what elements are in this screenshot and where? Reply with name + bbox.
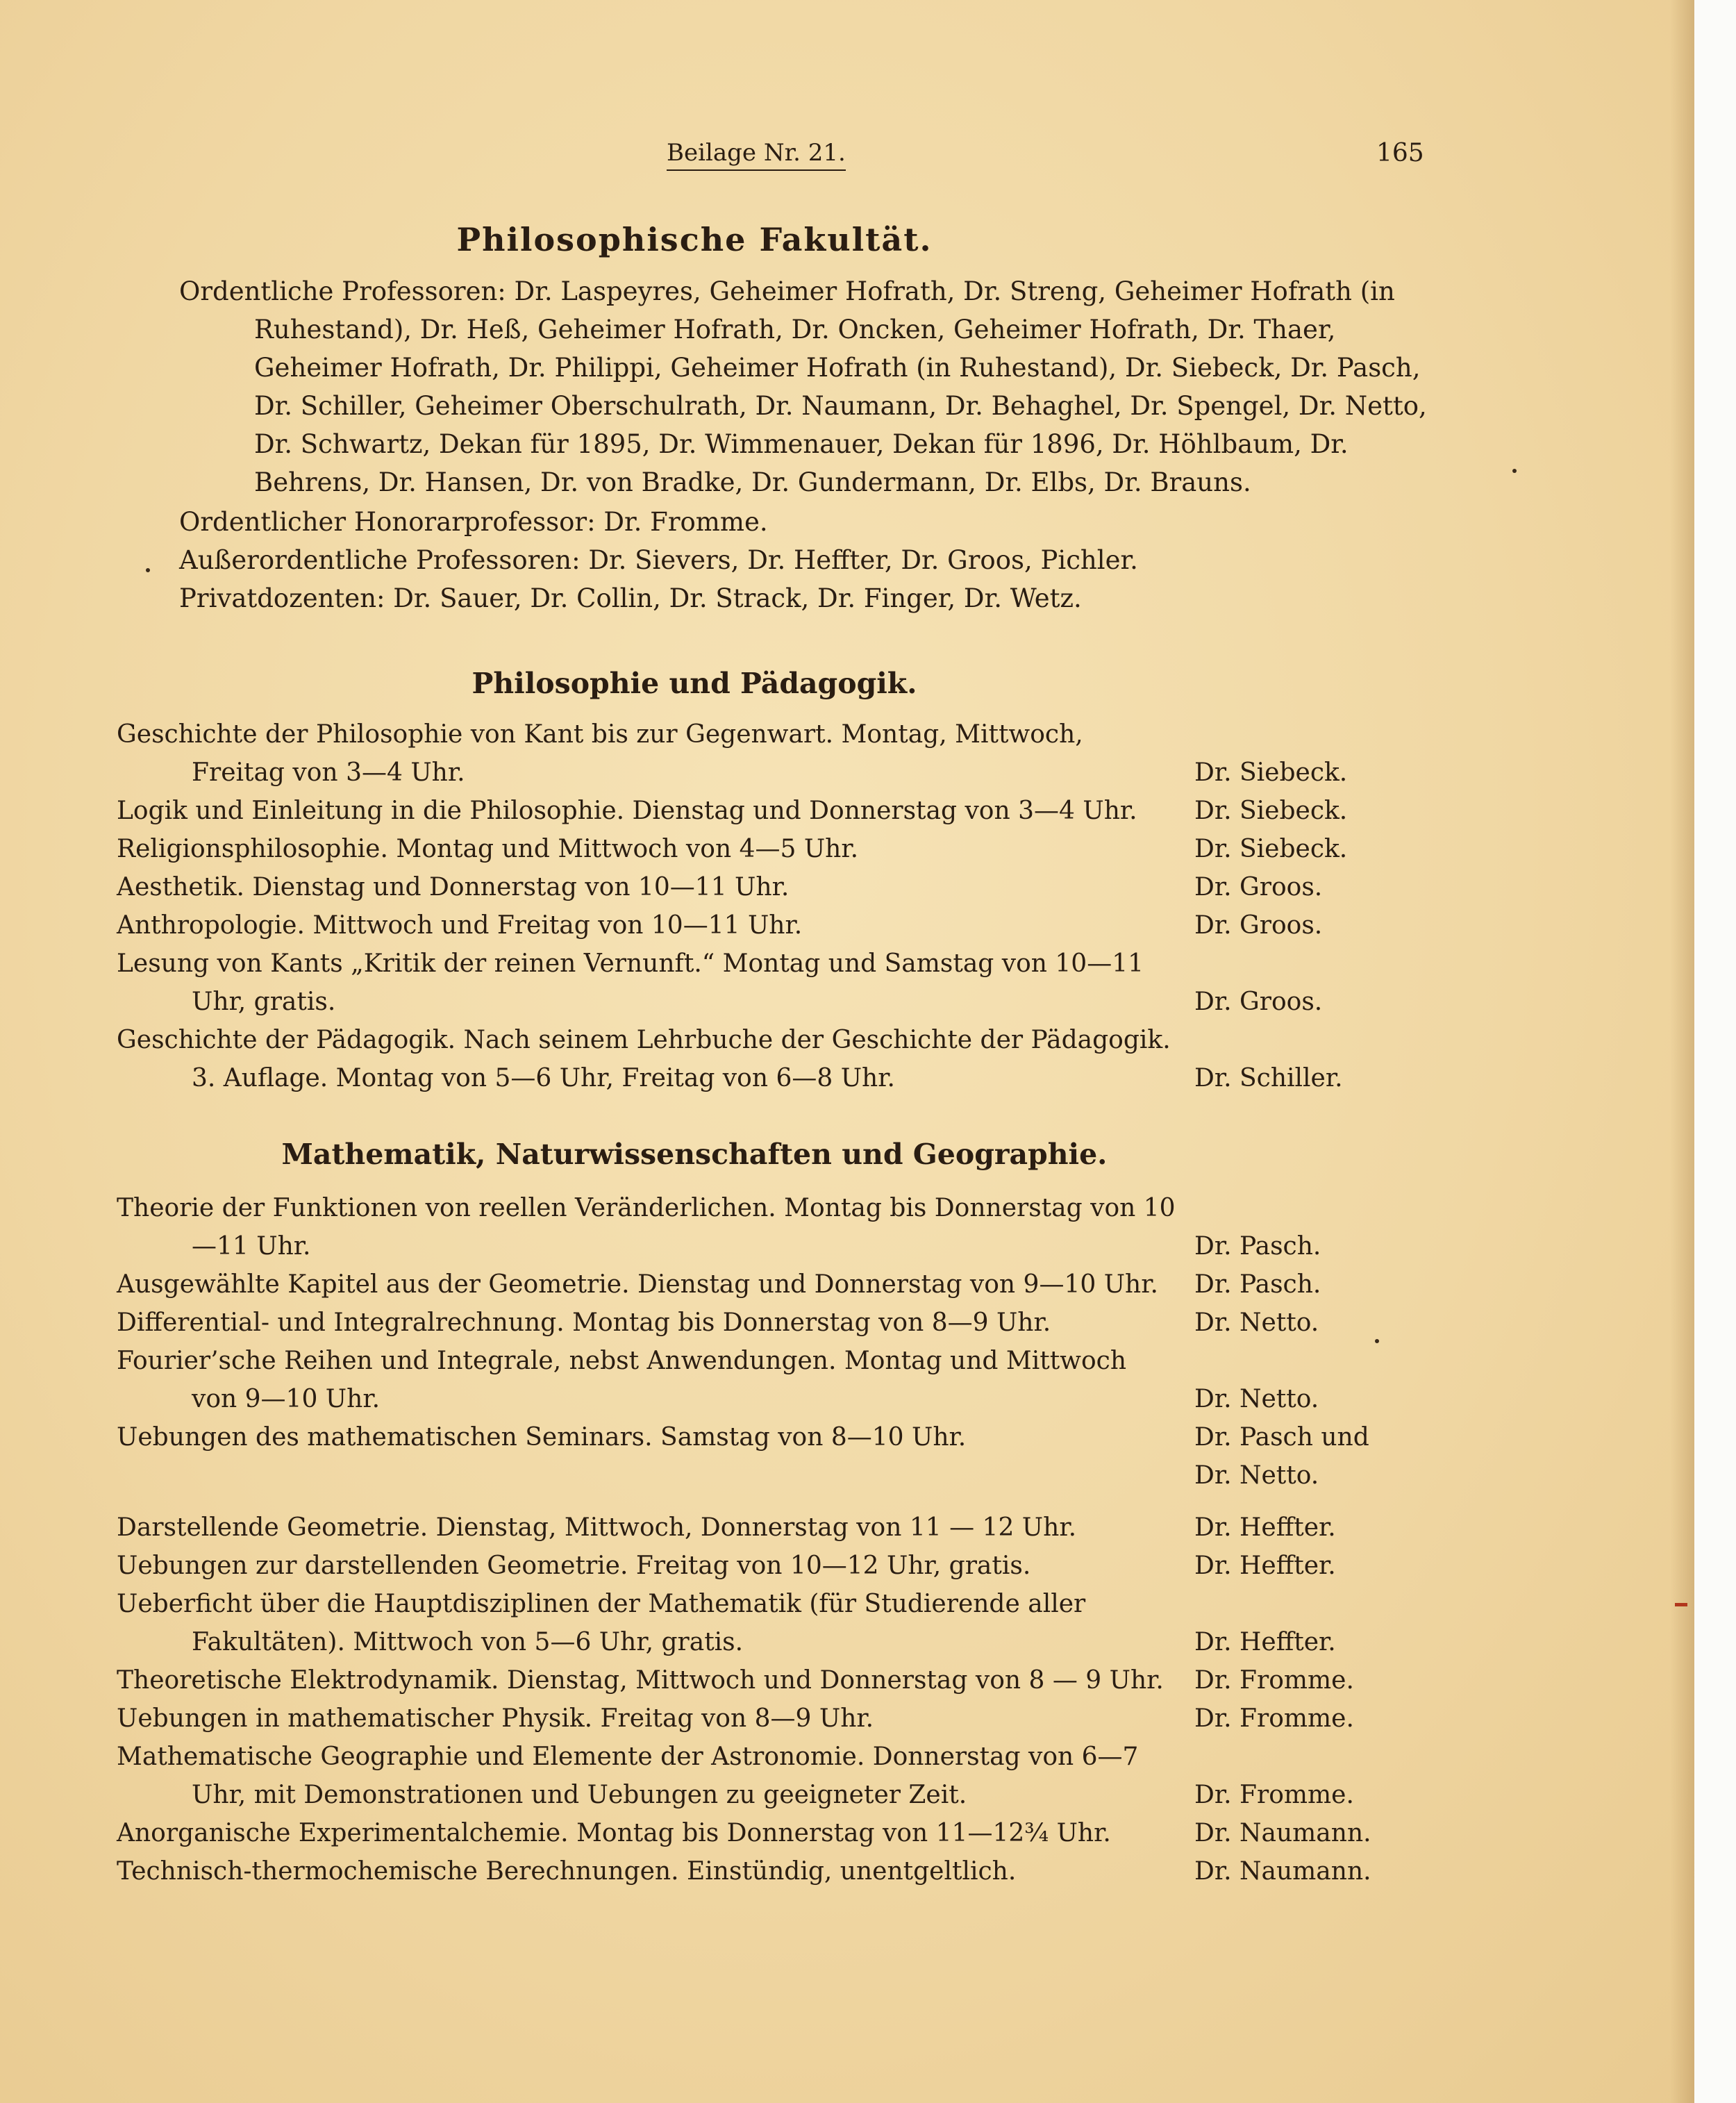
course-item xyxy=(117,906,1323,945)
course-item xyxy=(117,1738,1354,1814)
course-item xyxy=(117,868,1323,906)
course-text: Aesthetik. Dienstag und Donnerstag von 10—11 Uhr. xyxy=(117,873,790,901)
section-title: Philosophie und Pädagogik. xyxy=(471,667,917,700)
course-text: Geschichte der Pädagogik. Nach seinem Lehrbuche der Geschichte der Pädagogik. 3. Auflage. Montag von 5—6 Uhr, Freitag von 6—8 Uhr. xyxy=(117,1026,1171,1092)
course-item xyxy=(117,792,1348,830)
lecturer: Dr. Fromme. xyxy=(1194,1666,1354,1695)
lecturer: Dr. Fromme. xyxy=(1194,1704,1354,1733)
lecturer: Dr. Siebeck. xyxy=(1194,797,1348,825)
lecturer: Dr. Groos. xyxy=(1194,988,1323,1016)
course-item xyxy=(117,1418,1369,1495)
faculty-label: Ordentlicher Honorarprofessor: xyxy=(179,507,596,537)
lecturer: Dr. Heffter. xyxy=(1194,1552,1336,1580)
course-item xyxy=(117,1814,1371,1852)
course-text: Fourier’sche Reihen und Integrale, nebst Anwendungen. Montag und Mittwoch von 9—10 Uhr. xyxy=(117,1347,1127,1413)
lecturer: Dr. Heffter. xyxy=(1194,1628,1336,1656)
course-item xyxy=(117,1852,1371,1890)
page-shadow xyxy=(1670,0,1694,2103)
lecturer: Dr. Netto. xyxy=(1194,1308,1319,1337)
course-text: Anthropologie. Mittwoch und Freitag von 10—11 Uhr. xyxy=(117,911,803,940)
course-item xyxy=(117,715,1348,792)
faculty-label: Außerordentliche Professoren: xyxy=(179,545,581,575)
lecturer: Dr. Schiller. xyxy=(1194,1064,1343,1092)
lecturer: Dr. Pasch. xyxy=(1194,1232,1321,1261)
spacer xyxy=(117,1495,1575,1508)
ink-speck xyxy=(1375,1339,1379,1343)
lecturer: Dr. Pasch und xyxy=(1194,1423,1369,1452)
course-item xyxy=(117,1547,1336,1585)
ink-speck xyxy=(1512,469,1517,473)
course-item xyxy=(117,1021,1343,1097)
faculty-label: Privatdozenten: xyxy=(179,583,385,613)
course-text: Theoretische Elektrodynamik. Dienstag, Mittwoch und Donnerstag von 8 — 9 Uhr. xyxy=(117,1666,1164,1695)
lecturer: Dr. Groos. xyxy=(1194,873,1323,901)
course-text: Anorganische Experimentalchemie. Montag bis Donnerstag von 11—12¾ Uhr. xyxy=(117,1819,1111,1847)
lecturer: Dr. Netto. xyxy=(1194,1385,1319,1413)
lecturer: Dr. Naumann. xyxy=(1194,1857,1371,1886)
scan-margin xyxy=(1694,0,1736,2103)
section-title: Mathematik, Naturwissenschaften und Geographie. xyxy=(281,1138,1108,1171)
course-text: Uebungen in mathematischer Physik. Freitag von 8—9 Uhr. xyxy=(117,1704,874,1733)
course-item xyxy=(117,1661,1354,1699)
course-list xyxy=(117,1189,1575,1890)
lecturer: Dr. Siebeck. xyxy=(1194,835,1348,863)
course-list xyxy=(117,715,1575,1097)
faculty-label: Ordentliche Professoren: xyxy=(179,276,506,306)
lecturer: Dr. Pasch. xyxy=(1194,1270,1321,1299)
course-text: Uebungen des mathematischen Seminars. Samstag von 8—10 Uhr. xyxy=(117,1423,967,1452)
course-item xyxy=(117,1189,1321,1265)
running-header: Beilage Nr. 21. xyxy=(667,139,846,171)
faculty-entry xyxy=(179,579,1450,617)
ink-speck xyxy=(146,568,150,572)
course-item xyxy=(117,1304,1319,1342)
faculty-entry xyxy=(179,272,1450,501)
course-text: Differential- und Integralrechnung. Montag bis Donnerstag von 8—9 Uhr. xyxy=(117,1308,1051,1337)
course-text: Logik und Einleitung in die Philosophie. Dienstag und Donnerstag von 3—4 Uhr. xyxy=(117,797,1137,825)
course-text: Ausgewählte Kapitel aus der Geometrie. Dienstag und Donnerstag von 9—10 Uhr. xyxy=(117,1270,1158,1299)
course-item xyxy=(117,945,1323,1021)
red-margin-mark xyxy=(1675,1603,1687,1606)
lecturer: Dr. Siebeck. xyxy=(1194,758,1348,787)
lecturer: Dr. Heffter. xyxy=(1194,1513,1336,1542)
course-item xyxy=(117,1699,1354,1738)
course-text: Darstellende Geometrie. Dienstag, Mittwoch, Donnerstag von 11 — 12 Uhr. xyxy=(117,1513,1077,1542)
course-text: Technisch-thermochemische Berechnungen. Einstündig, unentgeltlich. xyxy=(117,1857,1017,1886)
lecturer: Dr. Fromme. xyxy=(1194,1781,1354,1809)
course-item xyxy=(117,1265,1321,1304)
course-text: Uebungen zur darstellenden Geometrie. Freitag von 10—12 Uhr, gratis. xyxy=(117,1552,1031,1580)
course-text: Ueberficht über die Hauptdisziplinen der Mathematik (für Studierende aller Fakultäten). Mittwoch von 5—6 Uhr, gratis. xyxy=(117,1590,1086,1656)
faculty-entry xyxy=(179,541,1450,579)
faculty-names: Dr. Sievers, Dr. Heffter, Dr. Groos, Pichler. xyxy=(588,545,1138,575)
faculty-names: Dr. Laspeyres, Geheimer Hofrath, Dr. Streng, Geheimer Hofrath (in Ruhestand), Dr. Heß, Geheimer Hofrath, Dr. Oncken, Geheimer Hofrath, Dr. Thaer, Geheimer Hofrath, Dr. Philippi, Geheimer Hofrath (in Ruhestand), Dr. Siebeck, Dr. Pasch, Dr. Schiller, Geheimer Oberschulrath, Dr. Naumann, Dr. Behaghel, Dr. Spengel, Dr. Netto, Dr. Schwartz, Dekan für 1895, Dr. Wimmenauer, Dekan für 1896, Dr. Höhlbaum, Dr. Behrens, Dr. Hansen, Dr. von Bradke, Dr. Gundermann, Dr. Elbs, Dr. Brauns. xyxy=(254,276,1427,497)
faculty-names: Dr. Sauer, Dr. Collin, Dr. Strack, Dr. Finger, Dr. Wetz. xyxy=(393,583,1082,613)
course-item xyxy=(117,830,1348,868)
faculty-entry xyxy=(179,503,1450,541)
faculty-names: Dr. Fromme. xyxy=(603,507,768,537)
lecturer: Dr. Groos. xyxy=(1194,911,1323,940)
course-item xyxy=(117,1342,1319,1418)
faculty-list xyxy=(179,272,1450,617)
course-text: Mathematische Geographie und Elemente der Astronomie. Donnerstag von 6—7 Uhr, mit Demonstrationen und Uebungen zu geeigneter Zeit. xyxy=(117,1743,1139,1809)
lecturer: Dr. Naumann. xyxy=(1194,1819,1371,1847)
faculty-title: Philosophische Fakultät. xyxy=(456,221,933,258)
course-text: Religionsphilosophie. Montag und Mittwoch von 4—5 Uhr. xyxy=(117,835,859,863)
course-text: Lesung von Kants „Kritik der reinen Vernunft.“ Montag und Samstag von 10—11 Uhr, gratis. xyxy=(117,949,1144,1016)
course-item xyxy=(117,1508,1336,1547)
course-text: Theorie der Funktionen von reellen Veränderlichen. Montag bis Donnerstag von 10—11 Uhr. xyxy=(117,1194,1176,1261)
course-item xyxy=(117,1585,1336,1661)
lecturer: Dr. Netto. xyxy=(1194,1461,1319,1490)
course-text: Geschichte der Philosophie von Kant bis zur Gegenwart. Montag, Mittwoch, Freitag von 3—4 Uhr. xyxy=(117,720,1083,787)
page-number: 165 xyxy=(1376,139,1424,167)
